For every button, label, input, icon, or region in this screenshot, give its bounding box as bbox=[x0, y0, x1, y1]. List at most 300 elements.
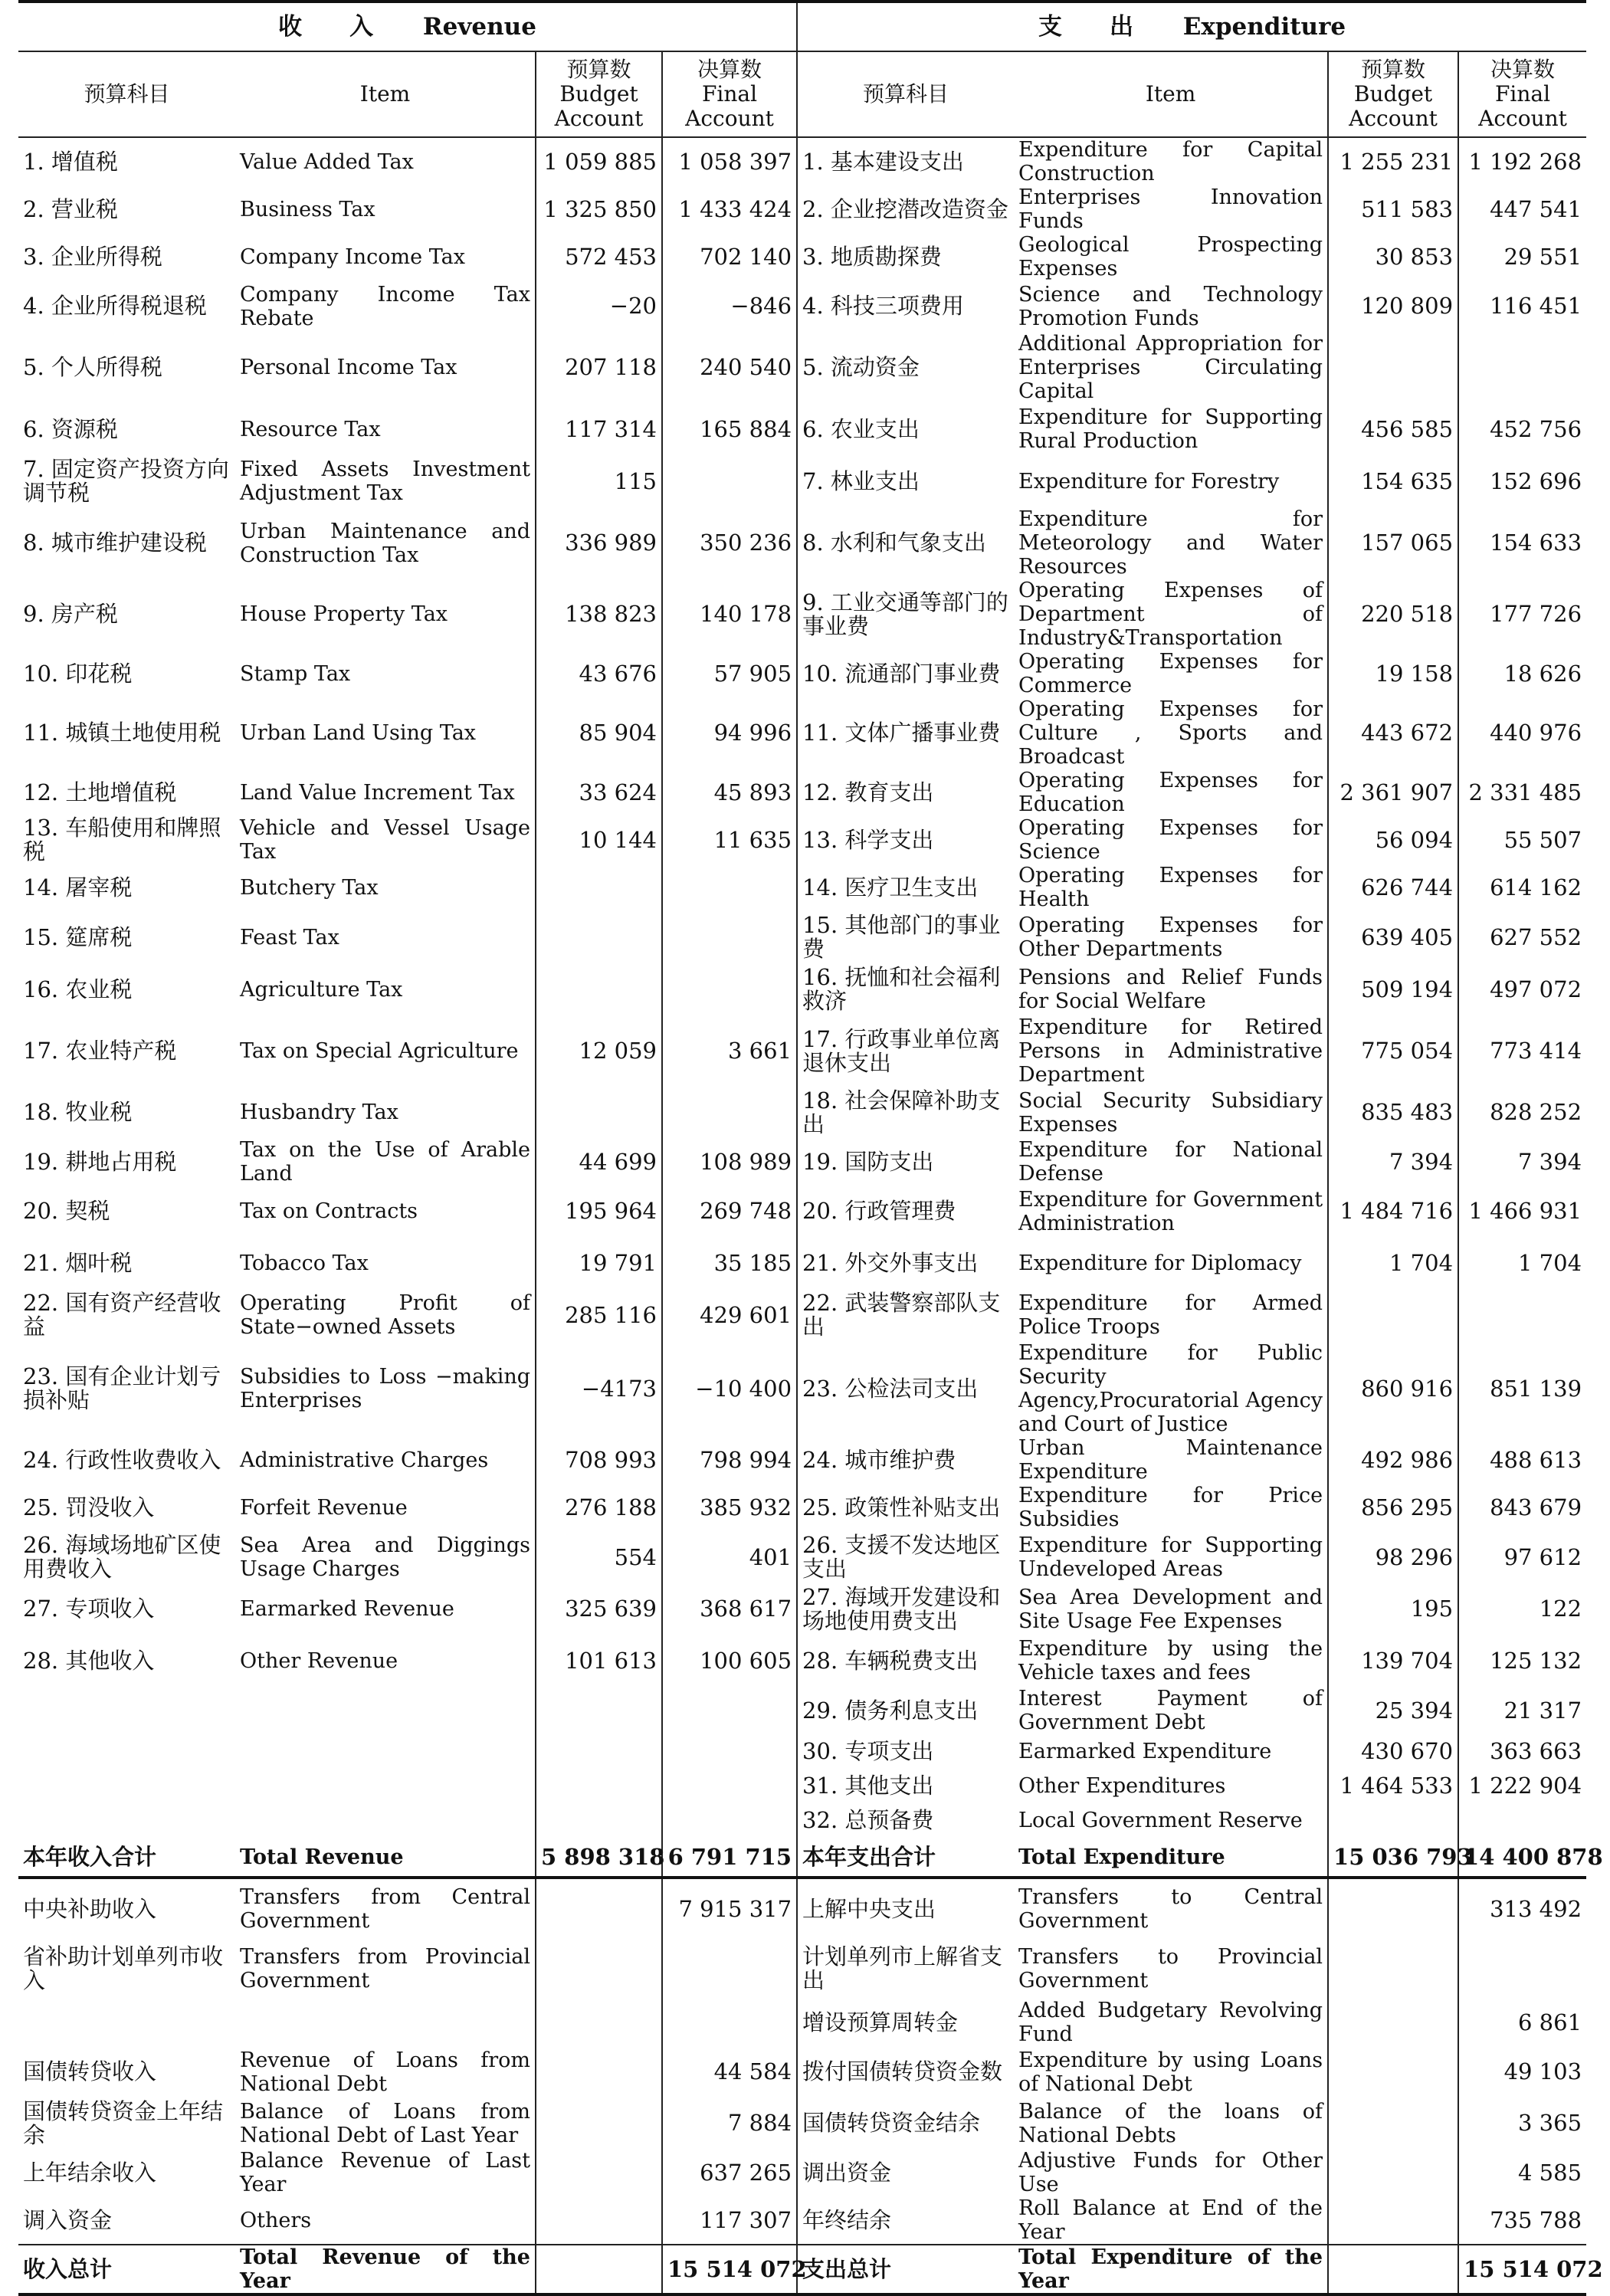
total-row-group bbox=[18, 1838, 1603, 1878]
revenue-budget bbox=[536, 2098, 662, 2149]
header-final-expenditure bbox=[1458, 51, 1586, 137]
revenue-final bbox=[662, 1087, 797, 1138]
column-header-row bbox=[18, 51, 1586, 137]
revenue-subject: 6. 资源税 bbox=[23, 415, 118, 442]
expenditure-final: 1 466 931 bbox=[1458, 1186, 1586, 1237]
expenditure-item: Expenditure by using the Vehicle taxes and fees bbox=[1018, 1637, 1323, 1684]
expenditure-subject: 6. 农业支出 bbox=[802, 415, 920, 442]
expenditure-final: 2 331 485 bbox=[1458, 769, 1586, 816]
revenue-item: Personal Income Tax bbox=[240, 356, 457, 379]
expenditure-subject: 1. 基本建设支出 bbox=[802, 148, 964, 175]
expenditure-item: Transfers to Provincial Government bbox=[1018, 1945, 1323, 1993]
revenue-final: 385 932 bbox=[662, 1484, 797, 1531]
revenue-item: Balance Revenue of Last Year bbox=[240, 2149, 530, 2196]
expenditure-item: Additional Appropriation for Enterprises Circulating Capital bbox=[1018, 332, 1323, 403]
expenditure-item-total: Total Expenditure bbox=[1014, 1838, 1328, 1878]
revenue-item-total: Total Revenue bbox=[235, 1838, 536, 1878]
expenditure-budget bbox=[1328, 332, 1458, 403]
revenue-subject: 10. 印花税 bbox=[23, 660, 133, 687]
revenue-item: Earmarked Revenue bbox=[240, 1597, 454, 1621]
expenditure-item: Operating Expenses of Department of Industry&Transportation bbox=[1018, 579, 1323, 650]
table-row bbox=[18, 1087, 1586, 1138]
expenditure-budget: 157 065 bbox=[1328, 507, 1458, 579]
expenditure-item: Expenditure for Price Subsidies bbox=[1018, 1484, 1323, 1531]
expenditure-budget bbox=[1328, 1803, 1458, 1838]
revenue-budget bbox=[536, 1939, 662, 1999]
revenue-budget: 1 325 850 bbox=[536, 185, 662, 233]
table-row bbox=[18, 864, 1586, 911]
header-item-expenditure: Item bbox=[1014, 51, 1328, 137]
revenue-item: Company Income Tax bbox=[240, 244, 465, 269]
revenue-budget bbox=[536, 1878, 662, 1939]
revenue-budget: −4173 bbox=[536, 1341, 662, 1436]
expenditure-item: Expenditure for Public Security Agency,Procuratorial Agency and Court of Justice bbox=[1018, 1341, 1323, 1436]
transfer-row bbox=[18, 1999, 1586, 2046]
expenditure-item: Expenditure for National Defense bbox=[1018, 1138, 1323, 1186]
table-row bbox=[18, 1237, 1586, 1289]
revenue-final: 702 140 bbox=[662, 233, 797, 280]
transfer-row bbox=[18, 2098, 1586, 2149]
revenue-subject: 国债转贷收入 bbox=[23, 2058, 157, 2084]
expenditure-budget: 1 255 231 bbox=[1328, 137, 1458, 185]
revenue-item bbox=[235, 1999, 536, 2046]
expenditure-item: Urban Maintenance Expenditure bbox=[1018, 1436, 1323, 1484]
expenditure-item: Adjustive Funds for Other Use bbox=[1018, 2149, 1323, 2196]
expenditure-item-grand-total: Total Expenditure of the Year bbox=[1014, 2245, 1328, 2294]
revenue-item: Tax on Special Agriculture bbox=[240, 1039, 519, 1063]
revenue-subject: 25. 罚没收入 bbox=[23, 1494, 155, 1520]
revenue-budget bbox=[536, 864, 662, 911]
expenditure-subject: 14. 医疗卫生支出 bbox=[802, 874, 979, 900]
expenditure-final: 313 492 bbox=[1458, 1878, 1586, 1939]
expenditure-subject: 增设预算周转金 bbox=[802, 2009, 959, 2035]
table-row bbox=[18, 650, 1586, 697]
table-row bbox=[18, 185, 1586, 233]
expenditure-final: 773 414 bbox=[1458, 1015, 1586, 1087]
expenditure-subject: 32. 总预备费 bbox=[802, 1807, 934, 1833]
expenditure-item: Roll Balance at End of the Year bbox=[1018, 2196, 1323, 2244]
expenditure-final: 851 139 bbox=[1458, 1341, 1586, 1436]
revenue-budget-total: 5 898 318 bbox=[536, 1838, 662, 1878]
revenue-final: 100 605 bbox=[662, 1635, 797, 1687]
expenditure-item: Pensions and Relief Funds for Social Welfare bbox=[1018, 966, 1323, 1013]
expenditure-subject: 上解中央支出 bbox=[802, 1895, 936, 1922]
revenue-subject: 19. 耕地占用税 bbox=[23, 1148, 177, 1175]
header-subject-expenditure: 预算科目 bbox=[797, 51, 1014, 137]
revenue-final: 1 433 424 bbox=[662, 185, 797, 233]
expenditure-item: Expenditure for Diplomacy bbox=[1018, 1251, 1302, 1275]
revenue-subject: 3. 企业所得税 bbox=[23, 243, 162, 270]
revenue-final bbox=[662, 911, 797, 963]
revenue-item: House Property Tax bbox=[240, 602, 448, 626]
expenditure-item: Expenditure for Forestry bbox=[1018, 469, 1280, 494]
transfer-row bbox=[18, 1878, 1586, 1939]
revenue-budget bbox=[536, 2196, 662, 2245]
expenditure-budget: 1 484 716 bbox=[1328, 1186, 1458, 1237]
revenue-final: 11 635 bbox=[662, 816, 797, 864]
expenditure-banner-cn: 支 出 bbox=[1038, 12, 1133, 41]
expenditure-item: Operating Expenses for Health bbox=[1018, 864, 1323, 911]
expenditure-final: 29 551 bbox=[1458, 233, 1586, 280]
table-row bbox=[18, 911, 1586, 963]
revenue-budget: 117 314 bbox=[536, 403, 662, 455]
expenditure-budget: 25 394 bbox=[1328, 1687, 1458, 1734]
revenue-item: Husbandry Tax bbox=[240, 1100, 398, 1124]
revenue-final: 368 617 bbox=[662, 1583, 797, 1635]
table-row bbox=[18, 769, 1586, 816]
revenue-item: Agriculture Tax bbox=[240, 977, 403, 1002]
revenue-budget: 207 118 bbox=[536, 332, 662, 403]
revenue-subject: 16. 农业税 bbox=[23, 976, 133, 1002]
revenue-final bbox=[662, 1734, 797, 1769]
expenditure-item: Operating Expenses for Science bbox=[1018, 816, 1323, 864]
revenue-final bbox=[662, 1687, 797, 1734]
revenue-item: Tax on the Use of Arable Land bbox=[240, 1138, 530, 1186]
revenue-banner-en: Revenue bbox=[422, 12, 536, 41]
revenue-budget: 336 989 bbox=[536, 507, 662, 579]
revenue-final: 7 915 317 bbox=[662, 1878, 797, 1939]
revenue-item: Stamp Tax bbox=[240, 661, 351, 686]
revenue-item: Operating Profit of State−owned Assets bbox=[240, 1291, 530, 1339]
revenue-subject: 上年结余收入 bbox=[23, 2159, 157, 2186]
transfer-row bbox=[18, 2046, 1586, 2098]
expenditure-item: Enterprises Innovation Funds bbox=[1018, 185, 1323, 233]
expenditure-budget: 19 158 bbox=[1328, 650, 1458, 697]
expenditure-item: Expenditure for Armed Police Troops bbox=[1018, 1291, 1323, 1339]
expenditure-subject: 9. 工业交通等部门的事业费 bbox=[802, 589, 1008, 639]
revenue-budget-grand-total bbox=[536, 2245, 662, 2294]
expenditure-final: 3 365 bbox=[1458, 2098, 1586, 2149]
revenue-subject bbox=[18, 1687, 235, 1734]
revenue-subject: 15. 筵席税 bbox=[23, 923, 133, 950]
revenue-banner bbox=[18, 2, 797, 51]
revenue-budget bbox=[536, 2046, 662, 2098]
expenditure-subject: 25. 政策性补贴支出 bbox=[802, 1494, 1001, 1520]
revenue-item: Tax on Contracts bbox=[240, 1199, 418, 1223]
expenditure-budget: 195 bbox=[1328, 1583, 1458, 1635]
table-row bbox=[18, 1687, 1586, 1734]
expenditure-subject: 21. 外交外事支出 bbox=[802, 1249, 979, 1276]
revenue-item: Company Income Tax Rebate bbox=[240, 282, 530, 330]
revenue-budget: 285 116 bbox=[536, 1289, 662, 1341]
expenditure-final bbox=[1458, 1803, 1586, 1838]
revenue-item bbox=[235, 1803, 536, 1838]
revenue-final: 45 893 bbox=[662, 769, 797, 816]
header-budget-cn: 预算数 bbox=[1361, 57, 1426, 82]
expenditure-budget bbox=[1328, 2098, 1458, 2149]
revenue-budget bbox=[536, 1803, 662, 1838]
expenditure-budget: 443 672 bbox=[1328, 697, 1458, 769]
expenditure-budget bbox=[1328, 2149, 1458, 2196]
revenue-budget: 554 bbox=[536, 1531, 662, 1583]
revenue-budget bbox=[536, 1999, 662, 2046]
expenditure-final: 125 132 bbox=[1458, 1635, 1586, 1687]
expenditure-final: 177 726 bbox=[1458, 579, 1586, 650]
header-budget-en: Budget Account bbox=[554, 81, 644, 131]
revenue-subject: 省补助计划单列市收入 bbox=[23, 1943, 224, 1993]
table-row bbox=[18, 1015, 1586, 1087]
revenue-item: Revenue of Loans from National Debt bbox=[240, 2048, 530, 2096]
expenditure-subject: 计划单列市上解省支出 bbox=[802, 1943, 1003, 1993]
revenue-final: 140 178 bbox=[662, 579, 797, 650]
revenue-subject: 24. 行政性收费收入 bbox=[23, 1446, 221, 1473]
revenue-item: Feast Tax bbox=[240, 925, 339, 950]
expenditure-budget: 626 744 bbox=[1328, 864, 1458, 911]
expenditure-item: Expenditure for Supporting Undeveloped Areas bbox=[1018, 1533, 1323, 1581]
expenditure-subject: 拨付国债转贷资金数 bbox=[802, 2058, 1003, 2084]
expenditure-budget: 456 585 bbox=[1328, 403, 1458, 455]
revenue-subject: 9. 房产税 bbox=[23, 601, 118, 627]
revenue-budget: 708 993 bbox=[536, 1436, 662, 1484]
revenue-subject: 调入资金 bbox=[23, 2206, 113, 2233]
expenditure-budget: 430 670 bbox=[1328, 1734, 1458, 1769]
table-row bbox=[18, 1341, 1586, 1436]
revenue-subject bbox=[18, 1734, 235, 1769]
expenditure-budget bbox=[1328, 2196, 1458, 2245]
table-row bbox=[18, 507, 1586, 579]
header-budget-expenditure bbox=[1328, 51, 1458, 137]
table-row bbox=[18, 233, 1586, 280]
expenditure-budget: 56 094 bbox=[1328, 816, 1458, 864]
header-final-cn: 决算数 bbox=[1490, 57, 1556, 82]
revenue-subject: 20. 契税 bbox=[23, 1198, 110, 1224]
revenue-subject: 12. 土地增值税 bbox=[23, 779, 177, 805]
revenue-budget: 195 964 bbox=[536, 1186, 662, 1237]
transfer-row bbox=[18, 1939, 1586, 1999]
expenditure-subject: 28. 车辆税费支出 bbox=[802, 1647, 979, 1674]
expenditure-subject: 调出资金 bbox=[802, 2159, 892, 2186]
revenue-final: 3 661 bbox=[662, 1015, 797, 1087]
expenditure-final bbox=[1458, 332, 1586, 403]
expenditure-subject: 7. 林业支出 bbox=[802, 467, 920, 494]
expenditure-final: 6 861 bbox=[1458, 1999, 1586, 2046]
expenditure-budget: 1 464 533 bbox=[1328, 1769, 1458, 1803]
table-row bbox=[18, 280, 1586, 332]
expenditure-subject: 26. 支援不发达地区支出 bbox=[802, 1532, 1001, 1582]
expenditure-final: 452 756 bbox=[1458, 403, 1586, 455]
expenditure-subject: 12. 教育支出 bbox=[802, 779, 934, 805]
expenditure-final: 116 451 bbox=[1458, 280, 1586, 332]
table-row bbox=[18, 332, 1586, 403]
line-items bbox=[18, 137, 1586, 1838]
expenditure-banner bbox=[797, 2, 1586, 51]
expenditure-budget bbox=[1328, 1878, 1458, 1939]
revenue-final: 401 bbox=[662, 1531, 797, 1583]
revenue-item: Transfers from Provincial Government bbox=[240, 1945, 530, 1993]
expenditure-budget bbox=[1328, 1999, 1458, 2046]
expenditure-budget: 509 194 bbox=[1328, 963, 1458, 1015]
expenditure-budget: 120 809 bbox=[1328, 280, 1458, 332]
expenditure-subject: 16. 抚恤和社会福利救济 bbox=[802, 964, 1001, 1014]
table-row bbox=[18, 697, 1586, 769]
revenue-subject: 23. 国有企业计划亏损补贴 bbox=[23, 1363, 221, 1413]
revenue-final bbox=[662, 1999, 797, 2046]
table-row bbox=[18, 1635, 1586, 1687]
revenue-item: Value Added Tax bbox=[240, 149, 414, 174]
expenditure-subject: 30. 专项支出 bbox=[802, 1738, 934, 1764]
revenue-final: 165 884 bbox=[662, 403, 797, 455]
revenue-banner-cn: 收 入 bbox=[278, 12, 374, 41]
revenue-final: 44 584 bbox=[662, 2046, 797, 2098]
expenditure-item: Added Budgetary Revolving Fund bbox=[1018, 1999, 1323, 2046]
revenue-item: Urban Maintenance and Construction Tax bbox=[240, 519, 530, 567]
expenditure-final bbox=[1458, 1939, 1586, 1999]
revenue-final bbox=[662, 864, 797, 911]
revenue-item bbox=[235, 1687, 536, 1734]
revenue-subject: 26. 海域场地矿区使用费收入 bbox=[23, 1532, 221, 1582]
expenditure-final: 154 633 bbox=[1458, 507, 1586, 579]
revenue-final: 429 601 bbox=[662, 1289, 797, 1341]
expenditure-subject: 19. 国防支出 bbox=[802, 1148, 934, 1175]
revenue-item: Forfeit Revenue bbox=[240, 1495, 408, 1520]
expenditure-final: 152 696 bbox=[1458, 455, 1586, 507]
revenue-subject: 1. 增值税 bbox=[23, 148, 118, 175]
total-row bbox=[18, 1838, 1586, 1878]
expenditure-budget: 860 916 bbox=[1328, 1341, 1458, 1436]
table-row bbox=[18, 816, 1586, 864]
expenditure-subject: 27. 海域开发建设和场地使用费支出 bbox=[802, 1583, 1001, 1634]
table-row bbox=[18, 1186, 1586, 1237]
revenue-item: Other Revenue bbox=[240, 1648, 398, 1673]
revenue-final: 108 989 bbox=[662, 1138, 797, 1186]
expenditure-final-grand-total: 15 514 072 bbox=[1458, 2245, 1586, 2294]
revenue-budget: 43 676 bbox=[536, 650, 662, 697]
table-row bbox=[18, 455, 1586, 507]
revenue-budget: 276 188 bbox=[536, 1484, 662, 1531]
expenditure-subject: 31. 其他支出 bbox=[802, 1773, 934, 1799]
revenue-budget: 572 453 bbox=[536, 233, 662, 280]
revenue-subject: 14. 屠宰税 bbox=[23, 874, 133, 900]
expenditure-item: Expenditure for Meteorology and Water Resources bbox=[1018, 507, 1323, 579]
expenditure-subject-total: 本年支出合计 bbox=[797, 1838, 1014, 1878]
revenue-final: 7 884 bbox=[662, 2098, 797, 2149]
revenue-subject: 22. 国有资产经营收益 bbox=[23, 1290, 221, 1340]
expenditure-banner-en: Expenditure bbox=[1182, 12, 1346, 41]
header-budget-en: Budget Account bbox=[1349, 81, 1438, 131]
expenditure-subject: 13. 科学支出 bbox=[802, 826, 934, 853]
revenue-subject: 18. 牧业税 bbox=[23, 1099, 133, 1125]
expenditure-item: Expenditure for Capital Construction bbox=[1018, 138, 1323, 185]
expenditure-final: 21 317 bbox=[1458, 1687, 1586, 1734]
revenue-budget: 1 059 885 bbox=[536, 137, 662, 185]
expenditure-final: 1 222 904 bbox=[1458, 1769, 1586, 1803]
expenditure-item: Expenditure for Retired Persons in Administrative Department bbox=[1018, 1015, 1323, 1087]
expenditure-item: Operating Expenses for Commerce bbox=[1018, 650, 1323, 697]
revenue-item: Others bbox=[240, 2208, 312, 2232]
expenditure-item: Earmarked Expenditure bbox=[1018, 1740, 1272, 1763]
expenditure-subject: 国债转贷资金结余 bbox=[802, 2110, 981, 2136]
expenditure-subject: 2. 企业挖潜改造资金 bbox=[802, 195, 1008, 222]
expenditure-final-total: 14 400 878 bbox=[1458, 1838, 1586, 1878]
header-final-cn: 决算数 bbox=[697, 57, 762, 82]
expenditure-final: 497 072 bbox=[1458, 963, 1586, 1015]
revenue-item: Tobacco Tax bbox=[240, 1251, 369, 1275]
table-row bbox=[18, 137, 1586, 185]
expenditure-budget: 492 986 bbox=[1328, 1436, 1458, 1484]
expenditure-budget-total: 15 036 793 bbox=[1328, 1838, 1458, 1878]
expenditure-subject: 20. 行政管理费 bbox=[802, 1198, 956, 1224]
revenue-subject: 8. 城市维护建设税 bbox=[23, 530, 207, 556]
expenditure-subject: 4. 科技三项费用 bbox=[802, 293, 964, 319]
section-banner bbox=[18, 2, 1586, 51]
revenue-budget: 101 613 bbox=[536, 1635, 662, 1687]
revenue-budget bbox=[536, 963, 662, 1015]
revenue-budget: 325 639 bbox=[536, 1583, 662, 1635]
revenue-budget: 44 699 bbox=[536, 1138, 662, 1186]
expenditure-final: 488 613 bbox=[1458, 1436, 1586, 1484]
revenue-budget: 19 791 bbox=[536, 1237, 662, 1289]
expenditure-final: 97 612 bbox=[1458, 1531, 1586, 1583]
revenue-subject: 27. 专项收入 bbox=[23, 1596, 155, 1622]
expenditure-budget: 154 635 bbox=[1328, 455, 1458, 507]
expenditure-final: 828 252 bbox=[1458, 1087, 1586, 1138]
revenue-budget: 12 059 bbox=[536, 1015, 662, 1087]
expenditure-final: 49 103 bbox=[1458, 2046, 1586, 2098]
expenditure-subject: 24. 城市维护费 bbox=[802, 1446, 956, 1473]
revenue-budget: 33 624 bbox=[536, 769, 662, 816]
expenditure-item: Local Government Reserve bbox=[1018, 1809, 1303, 1832]
revenue-item: Butchery Tax bbox=[240, 875, 379, 900]
revenue-final: 117 307 bbox=[662, 2196, 797, 2245]
revenue-subject: 28. 其他收入 bbox=[23, 1647, 155, 1674]
expenditure-budget: 639 405 bbox=[1328, 911, 1458, 963]
expenditure-final: 627 552 bbox=[1458, 911, 1586, 963]
revenue-final: 35 185 bbox=[662, 1237, 797, 1289]
expenditure-subject: 3. 地质勘探费 bbox=[802, 243, 942, 270]
expenditure-subject: 8. 水利和气象支出 bbox=[802, 530, 986, 556]
revenue-final: 1 058 397 bbox=[662, 137, 797, 185]
expenditure-final: 18 626 bbox=[1458, 650, 1586, 697]
expenditure-item: Social Security Subsidiary Expenses bbox=[1018, 1088, 1323, 1137]
header-final-en: Final Account bbox=[685, 81, 774, 131]
expenditure-item: Expenditure for Government Administration bbox=[1018, 1187, 1323, 1235]
expenditure-final: 1 192 268 bbox=[1458, 137, 1586, 185]
revenue-subject: 11. 城镇土地使用税 bbox=[23, 720, 221, 746]
revenue-subject: 17. 农业特产税 bbox=[23, 1038, 177, 1064]
revenue-subject: 7. 固定资产投资方向调节税 bbox=[23, 456, 229, 506]
header-final-revenue bbox=[662, 51, 797, 137]
expenditure-item: Geological Prospecting Expenses bbox=[1018, 233, 1323, 280]
revenue-subject: 4. 企业所得税退税 bbox=[23, 293, 207, 319]
expenditure-subject: 22. 武装警察部队支出 bbox=[802, 1290, 1001, 1340]
revenue-final bbox=[662, 1939, 797, 1999]
table-row bbox=[18, 1138, 1586, 1186]
revenue-item: Subsidies to Loss −making Enterprises bbox=[240, 1365, 530, 1412]
revenue-subject: 5. 个人所得税 bbox=[23, 354, 162, 380]
revenue-budget: 10 144 bbox=[536, 816, 662, 864]
table-row bbox=[18, 963, 1586, 1015]
expenditure-budget: 856 295 bbox=[1328, 1484, 1458, 1531]
revenue-budget: −20 bbox=[536, 280, 662, 332]
revenue-budget bbox=[536, 2149, 662, 2196]
table-row bbox=[18, 1531, 1586, 1583]
revenue-item: Vehicle and Vessel Usage Tax bbox=[240, 816, 530, 864]
expenditure-final: 4 585 bbox=[1458, 2149, 1586, 2196]
expenditure-budget: 835 483 bbox=[1328, 1087, 1458, 1138]
expenditure-budget: 2 361 907 bbox=[1328, 769, 1458, 816]
expenditure-budget bbox=[1328, 2046, 1458, 2098]
expenditure-subject-grand-total: 支出总计 bbox=[797, 2245, 1014, 2294]
expenditure-subject: 29. 债务利息支出 bbox=[802, 1697, 979, 1724]
expenditure-subject: 10. 流通部门事业费 bbox=[802, 660, 1001, 687]
table-row bbox=[18, 1803, 1586, 1838]
revenue-final: 798 994 bbox=[662, 1436, 797, 1484]
revenue-item: Land Value Increment Tax bbox=[240, 780, 515, 805]
expenditure-budget: 7 394 bbox=[1328, 1138, 1458, 1186]
expenditure-budget bbox=[1328, 1939, 1458, 1999]
grand-total-row bbox=[18, 2245, 1586, 2294]
expenditure-budget: 30 853 bbox=[1328, 233, 1458, 280]
